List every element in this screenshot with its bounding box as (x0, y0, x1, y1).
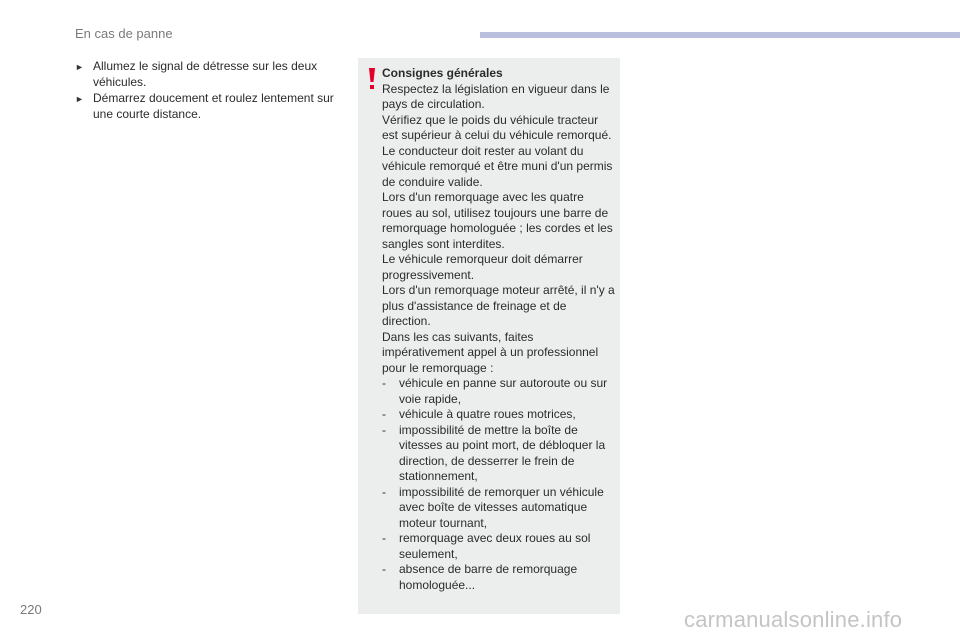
notice-paragraph: Vérifiez que le poids du véhicule tracteur est supérieur à celui du véhicule remorqué. (382, 112, 612, 142)
list-item (382, 423, 616, 485)
notice-paragraph: Lors d'un remorquage moteur arrêté, il n'y a plus d'assistance de freinage et de direction. (382, 283, 615, 328)
list-item-text: impossibilité de remorquer un véhicule avec boîte de vitesses automatique moteur tournant, (399, 484, 604, 530)
list-item (382, 531, 616, 562)
notice-paragraph: Dans les cas suivants, faites impérativement appel à un professionnel pour le remorquage : (382, 329, 599, 375)
watermark: carmanualsonline.info (684, 607, 903, 632)
list-item-text: véhicule en panne sur autoroute ou sur voie rapide, (399, 376, 608, 406)
header-bar (480, 32, 960, 38)
list-item-text: remorquage avec deux roues au sol seulement, (399, 531, 591, 561)
notice-paragraph: Respectez la législation en vigueur dans le pays de circulation. (382, 81, 610, 111)
bullet-list (75, 58, 335, 122)
warning-exclamation-icon (368, 68, 376, 90)
notice-paragraph: Lors d'un remorquage avec les quatre roues au sol, utilisez toujours une barre de remorquage homologuée ; les cordes et les sangles sont interdites. (382, 190, 613, 251)
dash-marker: - (382, 407, 386, 421)
list-item (382, 562, 616, 593)
bullet-item (75, 90, 335, 122)
list-item (382, 407, 616, 423)
dash-marker: - (382, 422, 386, 437)
list-item-text: impossibilité de mettre la boîte de vitesses au point mort, de débloquer la direction, de desserrer le frein de stationnement, (399, 422, 606, 483)
general-instructions-box (358, 58, 620, 614)
arrow-right-icon: ► (75, 94, 84, 104)
page-number: 220 (20, 602, 42, 617)
arrow-right-icon: ► (75, 62, 84, 72)
notice-body (382, 66, 616, 593)
bullet-text: Allumez le signal de détresse sur les deux véhicules. (93, 59, 318, 89)
dash-marker: - (382, 484, 386, 499)
dash-marker: - (382, 562, 386, 576)
bullet-text: Démarrez doucement et roulez lentement sur une courte distance. (93, 91, 334, 121)
notice-paragraph: Le véhicule remorqueur doit démarrer progressivement. (382, 252, 583, 282)
list-item-text: véhicule à quatre roues motrices, (399, 407, 576, 421)
dash-marker: - (382, 376, 386, 390)
notice-paragraph: Le conducteur doit rester au volant du véhicule remorqué et être muni d'un permis de conduire valide. (382, 143, 613, 189)
bullet-item (75, 58, 335, 90)
list-item (382, 376, 616, 407)
list-item-text: absence de barre de remorquage homologuée... (399, 562, 578, 592)
notice-list (382, 376, 616, 593)
section-title: En cas de panne (75, 26, 173, 41)
list-item (382, 485, 616, 532)
dash-marker: - (382, 531, 386, 545)
notice-title: Consignes générales (382, 66, 503, 80)
